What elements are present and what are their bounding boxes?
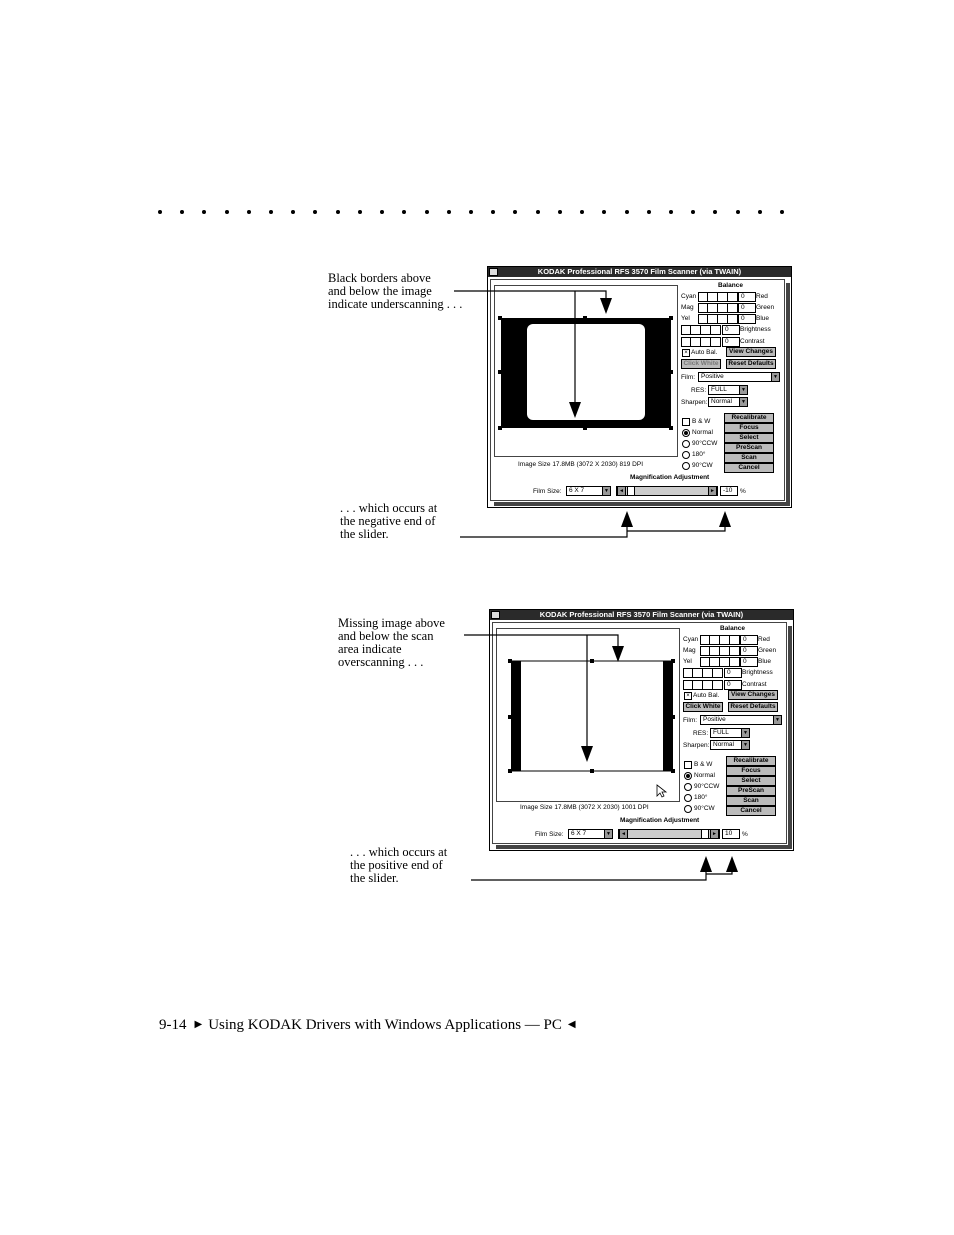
magnification-thumb[interactable]: [627, 487, 635, 495]
orientation-normal-label: Normal: [694, 772, 715, 779]
fig2-arrow-bottom-line: [471, 870, 706, 880]
orientation-90ccw-radio[interactable]: [684, 783, 692, 791]
contrast-label: Contrast: [740, 338, 765, 345]
cancel-button[interactable]: Cancel: [724, 463, 774, 473]
slider-left-arrow-icon[interactable]: ◄: [619, 829, 628, 839]
yel-blue-slider[interactable]: [700, 657, 740, 667]
sharpen-label: Sharpen:: [683, 742, 710, 749]
film-select[interactable]: Positive: [698, 372, 774, 382]
dot-rule: [152, 204, 802, 220]
red-value[interactable]: 0: [740, 635, 758, 645]
fig2-arrow-head-left: [700, 856, 712, 872]
res-label: RES:: [693, 730, 709, 737]
mag-green-slider[interactable]: [700, 646, 740, 656]
res-label: RES:: [691, 387, 707, 394]
balance-label: Balance: [718, 282, 743, 289]
film-size-select[interactable]: 6 X 7: [568, 829, 606, 839]
cyan-red-slider[interactable]: [698, 292, 738, 302]
system-menu-icon[interactable]: [489, 268, 498, 276]
scanner-dialog-2: [489, 609, 794, 851]
res-dropdown-icon[interactable]: ▼: [741, 728, 750, 738]
contrast-value[interactable]: 0: [722, 337, 740, 347]
percent-label: %: [742, 831, 748, 838]
orientation-90cw-radio[interactable]: [682, 462, 690, 470]
brightness-value[interactable]: 0: [722, 325, 740, 335]
auto-bal-label: Auto Bal.: [691, 349, 718, 356]
blue-label: Blue: [758, 658, 772, 665]
magnification-slider[interactable]: [616, 486, 718, 496]
red-label: Red: [756, 293, 768, 300]
brightness-label: Brightness: [740, 326, 771, 333]
footer-text: Using KODAK Drivers with Windows Applications — PC: [208, 1017, 562, 1033]
fig2-arrow-head-right: [726, 856, 738, 872]
brightness-label: Brightness: [742, 669, 773, 676]
magnification-thumb[interactable]: [701, 830, 709, 838]
left-triangle-icon: ◀: [567, 1019, 576, 1030]
res-select[interactable]: FULL: [708, 385, 742, 395]
prescan-button[interactable]: PreScan: [726, 786, 776, 796]
figure1-caption-bottom: . . . which occurs at the negative end of the slider.: [340, 501, 438, 541]
auto-bal-checkbox[interactable]: ×: [684, 692, 692, 700]
reset-defaults-button[interactable]: Reset Defaults: [728, 702, 778, 712]
res-select[interactable]: FULL: [710, 728, 744, 738]
green-label: Green: [758, 647, 777, 654]
magnification-label: Magnification Adjustment: [630, 474, 710, 481]
orientation-normal-radio[interactable]: [684, 772, 692, 780]
orientation-90ccw-radio[interactable]: [682, 440, 690, 448]
preview-area[interactable]: [494, 285, 678, 457]
recalibrate-button[interactable]: Recalibrate: [726, 756, 776, 766]
click-white-button[interactable]: Click White: [681, 359, 721, 369]
figure1-caption-top: Black borders above and below the image indicate underscanning . . .: [328, 271, 463, 311]
image-size-text: Image Size 17.8MB (3072 X 2030) 1001 DPI: [520, 804, 649, 811]
orientation-90cw-label: 90°CW: [692, 462, 713, 469]
bw-label: B & W: [692, 418, 711, 425]
yel-blue-slider[interactable]: [698, 314, 738, 324]
sharpen-select[interactable]: Normal: [708, 397, 742, 407]
page-footer: [159, 1017, 576, 1034]
red-value[interactable]: 0: [738, 292, 756, 302]
film-size-select[interactable]: 6 X 7: [566, 486, 604, 496]
view-changes-button[interactable]: View Changes: [728, 690, 778, 700]
cancel-button[interactable]: Cancel: [726, 806, 776, 816]
yel-label: Yel: [683, 658, 692, 665]
fig1-arrow-bottom-line: [460, 525, 627, 537]
orientation-180-radio[interactable]: [682, 451, 690, 459]
click-white-button[interactable]: Click White: [683, 702, 723, 712]
film-size-label: Film Size:: [533, 488, 562, 495]
bw-label: B & W: [694, 761, 713, 768]
brightness-slider[interactable]: [681, 325, 721, 335]
preview-overscan: [497, 629, 679, 801]
scan-button[interactable]: Scan: [726, 796, 776, 806]
bw-checkbox[interactable]: [682, 418, 690, 426]
sharpen-label: Sharpen:: [681, 399, 708, 406]
fig1-arrow-head-right: [719, 511, 731, 527]
orientation-normal-radio[interactable]: [682, 429, 690, 437]
select-button[interactable]: Select: [726, 776, 776, 786]
magnification-slider[interactable]: [618, 829, 720, 839]
orientation-180-radio[interactable]: [684, 794, 692, 802]
green-value[interactable]: 0: [738, 303, 756, 313]
figure2-caption-top: Missing image above and below the scan area indicate overscanning . . .: [338, 616, 445, 669]
preview-underscan: [495, 286, 677, 456]
reset-defaults-button[interactable]: Reset Defaults: [726, 359, 776, 369]
film-dropdown-icon[interactable]: ▼: [771, 372, 780, 382]
magnification-value[interactable]: -10: [720, 486, 738, 496]
preview-area[interactable]: [496, 628, 680, 802]
res-dropdown-icon[interactable]: ▼: [739, 385, 748, 395]
film-size-dropdown-icon[interactable]: ▼: [602, 486, 611, 496]
yel-label: Yel: [681, 315, 690, 322]
contrast-label: Contrast: [742, 681, 767, 688]
sharpen-dropdown-icon[interactable]: ▼: [741, 740, 750, 750]
orientation-180-label: 180°: [694, 794, 708, 801]
auto-bal-label: Auto Bal.: [693, 692, 720, 699]
system-menu-icon[interactable]: [491, 611, 500, 619]
film-size-label: Film Size:: [535, 831, 564, 838]
recalibrate-button[interactable]: Recalibrate: [724, 413, 774, 423]
balance-label: Balance: [720, 625, 745, 632]
image-size-text: Image Size 17.8MB (3072 X 2030) 819 DPI: [518, 461, 644, 468]
contrast-slider[interactable]: [681, 337, 721, 347]
scan-button[interactable]: Scan: [724, 453, 774, 463]
blue-value[interactable]: 0: [740, 657, 758, 667]
green-value[interactable]: 0: [740, 646, 758, 656]
orientation-normal-label: Normal: [692, 429, 713, 436]
focus-button[interactable]: Focus: [724, 423, 774, 433]
cyan-red-slider[interactable]: [700, 635, 740, 645]
contrast-value[interactable]: 0: [724, 680, 742, 690]
auto-bal-checkbox[interactable]: ×: [682, 349, 690, 357]
cyan-label: Cyan: [683, 636, 699, 643]
blue-value[interactable]: 0: [738, 314, 756, 324]
bw-checkbox[interactable]: [684, 761, 692, 769]
film-size-dropdown-icon[interactable]: ▼: [604, 829, 613, 839]
magnification-label: Magnification Adjustment: [620, 817, 700, 824]
blue-label: Blue: [756, 315, 770, 322]
mag-green-slider[interactable]: [698, 303, 738, 313]
orientation-90cw-radio[interactable]: [684, 805, 692, 813]
fig1-arrow-head-left: [621, 511, 633, 527]
film-label: Film:: [681, 374, 696, 381]
film-select[interactable]: Positive: [700, 715, 776, 725]
contrast-slider[interactable]: [683, 680, 723, 690]
right-triangle-icon: ▶: [194, 1019, 203, 1030]
sharpen-select[interactable]: Normal: [710, 740, 744, 750]
orientation-180-label: 180°: [692, 451, 706, 458]
slider-right-arrow-icon[interactable]: ►: [710, 829, 719, 839]
sharpen-dropdown-icon[interactable]: ▼: [739, 397, 748, 407]
focus-button[interactable]: Focus: [726, 766, 776, 776]
mag-label: Mag: [681, 304, 694, 311]
brightness-value[interactable]: 0: [724, 668, 742, 678]
red-label: Red: [758, 636, 770, 643]
dialog-title: KODAK Professional RFS 3570 Film Scanner (via TWAIN): [488, 267, 791, 277]
mag-label: Mag: [683, 647, 696, 654]
scanner-dialog-1: [487, 266, 792, 508]
dialog-title: KODAK Professional RFS 3570 Film Scanner (via TWAIN): [490, 610, 793, 620]
magnification-value[interactable]: 10: [722, 829, 740, 839]
film-dropdown-icon[interactable]: ▼: [773, 715, 782, 725]
orientation-90ccw-label: 90°CCW: [692, 440, 718, 447]
orientation-90ccw-label: 90°CCW: [694, 783, 720, 790]
mouse-cursor-icon: [657, 785, 666, 797]
figure2-caption-bottom: . . . which occurs at the positive end of the slider.: [350, 845, 448, 885]
green-label: Green: [756, 304, 775, 311]
slider-right-arrow-icon[interactable]: ►: [708, 486, 717, 496]
brightness-slider[interactable]: [683, 668, 723, 678]
orientation-90cw-label: 90°CW: [694, 805, 715, 812]
view-changes-button[interactable]: View Changes: [726, 347, 776, 357]
percent-label: %: [740, 488, 746, 495]
cyan-label: Cyan: [681, 293, 697, 300]
film-label: Film:: [683, 717, 698, 724]
page-number: 9-14: [159, 1017, 187, 1033]
prescan-button[interactable]: PreScan: [724, 443, 774, 453]
select-button[interactable]: Select: [724, 433, 774, 443]
slider-left-arrow-icon[interactable]: ◄: [617, 486, 626, 496]
